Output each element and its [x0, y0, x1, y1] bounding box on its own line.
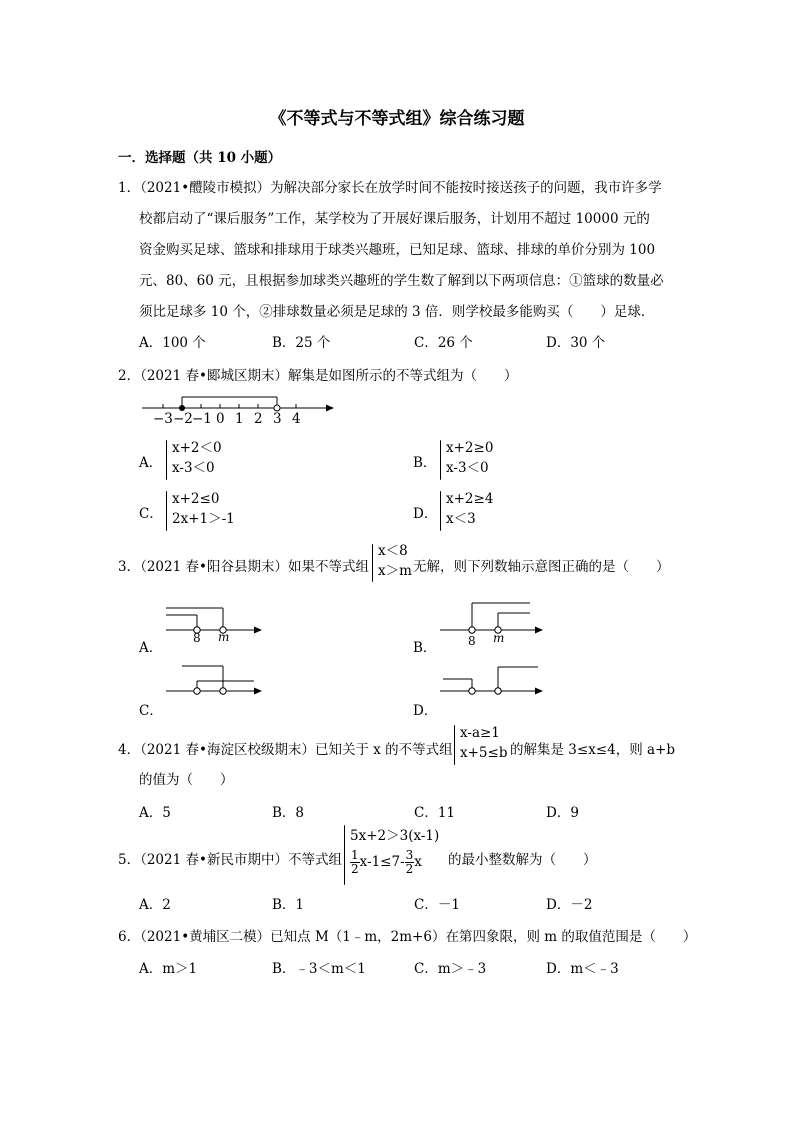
section-heading: 一．选择题（共 10 小题）: [118, 150, 282, 166]
q4-option-a[interactable]: A．5: [139, 805, 171, 821]
q4-stem-post: 的解集是 3≤x≤4，则 a+b: [510, 742, 675, 758]
inequality-line: x＜8: [378, 543, 408, 559]
inequality-line: x-3＜0: [172, 460, 215, 476]
q3-b-label-m: m: [493, 631, 505, 645]
q2-option-a-label[interactable]: A．: [139, 455, 163, 471]
q2-option-d-label[interactable]: D．: [413, 506, 438, 522]
q2-tick-label: −2: [173, 411, 193, 427]
q3-stem-pre: 3．（2021 春•阳谷县期末）如果不等式组: [118, 559, 369, 575]
q2-option-b-label[interactable]: B．: [413, 455, 437, 471]
inequality-line: x＜3: [446, 511, 476, 527]
q4-option-c[interactable]: C．11: [414, 805, 456, 821]
q5-stem-post: 的最小整数解为（ ）: [448, 852, 597, 868]
inequality-line: x-a≥1: [460, 725, 500, 741]
q1-option-c[interactable]: C．26 个: [414, 335, 473, 351]
inequality-line: x+2≥0: [446, 440, 494, 456]
q6-option-a[interactable]: A．m＞1: [139, 961, 198, 977]
brace-icon: [454, 725, 455, 765]
inequality-line: 2x+1＞-1: [172, 511, 235, 527]
q3-option-d[interactable]: D．: [413, 703, 438, 719]
inequality-line: x-3＜0: [446, 460, 489, 476]
fraction: $\frac{1}{2}$: [351, 848, 359, 876]
q1-option-d[interactable]: D．30 个: [546, 335, 606, 351]
q1-line-2: 校都启动了“课后服务”工作，某学校为了开展好课后服务，计划用不超过 10000 元的: [139, 211, 650, 227]
inequality-line: x＞m: [378, 563, 412, 579]
document-title: 《不等式与不等式组》综合练习题: [269, 109, 525, 129]
q5-system-line-2: [350, 849, 422, 876]
q3-b-label-8: 8: [468, 634, 476, 648]
q3-option-c[interactable]: C．: [139, 703, 163, 719]
q3-a-label-m: m: [218, 630, 230, 644]
q2-tick-label: 4: [292, 411, 301, 427]
inequality-line: x+2≤0: [172, 491, 220, 507]
q2-tick-label: 1: [235, 411, 244, 427]
q2-tick-label: −3: [153, 411, 173, 427]
q4-system: [460, 723, 507, 763]
q1-line-3: 资金购买足球、篮球和排球用于球类兴趣班，已知足球、篮球、排球的单价分别为 100: [139, 242, 656, 258]
q4-option-b[interactable]: B．8: [272, 805, 305, 821]
q6-option-b[interactable]: B．﹣3＜m＜1: [272, 961, 366, 977]
q5-stem-pre: 5．（2021 春•新民市期中）不等式组: [118, 852, 342, 868]
q6-option-c[interactable]: C．m＞﹣3: [414, 961, 487, 977]
q3-option-b[interactable]: B．: [413, 640, 437, 656]
inequality-line: x+2＜0: [172, 440, 222, 456]
q1-line-1: 1．（2021•醴陵市模拟）为解决部分家长在放学时间不能按时接送孩子的问题，我市许多学: [118, 180, 662, 196]
q4-stem-pre: 4．（2021 春•海淀区校级期末）已知关于 x 的不等式组: [118, 742, 453, 758]
q2-tick-label: 0: [216, 411, 225, 427]
q6-option-d[interactable]: D．m＜﹣3: [546, 961, 619, 977]
q1-option-b[interactable]: B．25 个: [272, 335, 331, 351]
inequality-text: x: [414, 854, 422, 870]
q2-tick-label: −1: [192, 411, 212, 427]
q5-option-b[interactable]: B．1: [272, 897, 305, 913]
q5-system-line-1: 5x+2＞3(x-1): [350, 828, 440, 844]
inequality-line: x+5≤b: [460, 745, 508, 761]
q6-stem: 6．（2021•黄埔区二模）已知点 M（1﹣m，2m+6）在第四象限，则 m 的取值范围是（ ）: [118, 929, 697, 945]
q4-stem-line2: 的值为（ ）: [139, 772, 234, 788]
q3-a-label-8: 8: [193, 631, 201, 645]
q2-tick-label: 2: [254, 411, 263, 427]
inequality-text: x-1≤7-: [359, 854, 405, 870]
fraction: $\frac{3}{2}$: [405, 848, 414, 876]
q1-line-4: 元、80、60 元，且根据参加球类兴趣班的学生数了解到以下两项信息：①篮球的数量必: [139, 273, 664, 289]
q2-option-c-label[interactable]: C．: [139, 506, 163, 522]
inequality-line: x+2≥4: [446, 491, 494, 507]
brace-icon: [344, 825, 345, 885]
q5-option-a[interactable]: A．2: [139, 897, 171, 913]
q1-option-a[interactable]: A．100 个: [139, 335, 206, 351]
q4-option-d[interactable]: D．9: [546, 805, 579, 821]
q3-stem-post: 无解，则下列数轴示意图正确的是（ ）: [413, 559, 670, 575]
q3-option-a[interactable]: A．: [139, 640, 163, 656]
q2-tick-label: 3: [273, 411, 282, 427]
q5-option-c[interactable]: C．－1: [414, 897, 460, 913]
q5-option-d[interactable]: D．－2: [546, 897, 593, 913]
q1-line-5: 须比足球多 10 个，②排球数量必须是足球的 3 倍．则学校最多能购买（ ）足球．: [139, 304, 655, 320]
q2-stem: 2．（2021 春•郾城区期末）解集是如图所示的不等式组为（ ）: [118, 368, 518, 384]
